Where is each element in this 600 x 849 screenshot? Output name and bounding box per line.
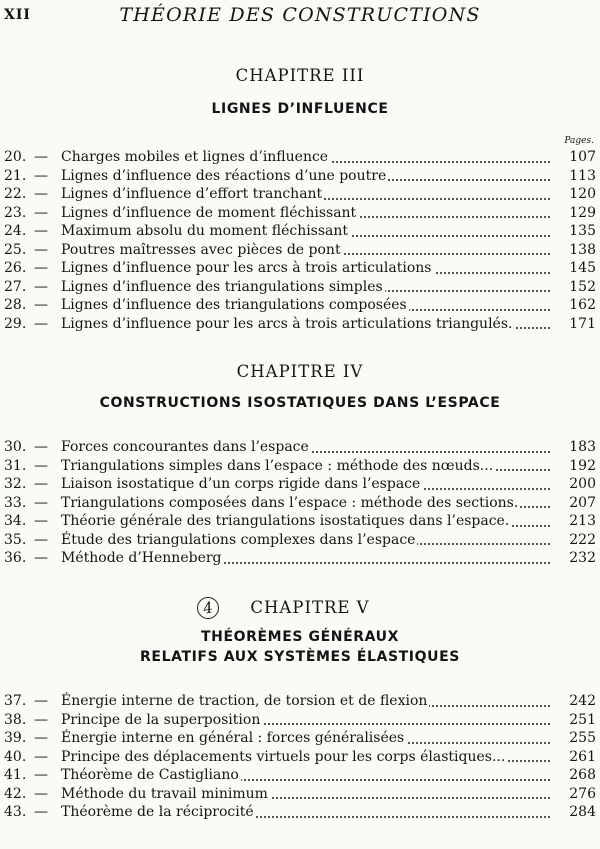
toc-entry [0,241,600,260]
entry-page: 192 [569,457,596,474]
entry-page: 162 [569,297,596,313]
toc-entry [0,512,600,531]
toc-entry [0,278,600,297]
entry-title: Maximum absolu du moment fléchissant [61,223,349,239]
entry-page: 232 [569,550,596,566]
entry-number: 23. [4,204,27,221]
toc-entry [0,692,600,711]
entry-title-leader [61,766,550,785]
chapter-title-line-2: RELATIFS AUX SYSTÈMES ÉLASTIQUES [140,649,460,665]
entry-title-leader [61,692,550,711]
entry-number: 28. [4,297,27,313]
page-number: XII [4,7,31,23]
entry-dash: — [34,439,48,455]
handwritten-circled-mark: 4 [195,595,220,620]
chapter-label: CHAPITRE III [235,66,365,85]
entry-page: 171 [569,315,596,332]
entry-title: Méthode du travail minimum [61,785,268,802]
entry-number: 25. [4,241,27,258]
entry-title: Liaison isostatique d’un corps rigide dans l’espace [61,476,421,492]
toc-entry [0,785,600,804]
entry-number: 42. [4,785,27,802]
toc-entry [0,475,600,494]
page-header [0,4,600,30]
entry-page: 129 [569,204,596,221]
entry-number: 24. [4,223,27,239]
entry-number: 35. [4,531,27,548]
toc-entry [0,711,600,730]
chapter-title: CONSTRUCTIONS ISOSTATIQUES DANS L’ESPACE [99,395,501,411]
entry-title: Lignes d’influence d’effort tranchant [61,186,323,202]
entry-title: Principe des déplacements virtuels pour les corps élastiques... [61,748,506,765]
entry-title-leader [61,315,550,334]
entry-page: 152 [569,278,596,295]
entry-number: 34. [4,513,27,529]
entry-page: 276 [569,785,596,802]
entry-title: Énergie interne en général : forces généralisées [61,730,405,746]
entry-title: Charges mobiles et lignes d’influence [61,149,329,165]
toc-entry [0,222,600,241]
toc-entry [0,766,600,785]
toc-entry [0,315,600,334]
entry-dash: — [34,149,48,165]
entry-dash: — [34,550,48,566]
entry-title: Poutres maîtresses avec pièces de pont [61,241,341,258]
toc-entry [0,438,600,457]
entry-number: 21. [4,167,27,184]
entry-title: Étude des triangulations complexes dans l’espace [61,531,416,548]
entry-number: 36. [4,550,27,566]
toc-entry [0,748,600,767]
entry-title: Lignes d’influence pour les arcs à trois articulations [61,260,432,276]
entry-number: 41. [4,767,27,783]
entry-title: Méthode d’Henneberg [61,550,222,566]
chapter-title-line-1: THÉORÈMES GÉNÉRAUX [200,629,399,645]
entry-title-leader [61,729,550,748]
entry-page: 145 [569,260,596,276]
entry-title-leader [61,148,550,167]
entry-number: 37. [4,693,27,709]
toc-entry [0,259,600,278]
entry-title-leader [61,167,550,186]
entry-page: 284 [569,804,596,820]
entry-title-leader [61,457,550,476]
chapter-4-entries [0,438,600,568]
chapter-3-heading [0,66,600,119]
entry-number: 27. [4,278,27,295]
entry-number: 22. [4,186,27,202]
entry-page: 268 [569,767,596,783]
entry-number: 20. [4,149,27,165]
chapter-label: CHAPITRE V [250,598,370,617]
entry-dash: — [34,730,48,746]
entry-title-leader [61,438,550,457]
chapter-title: LIGNES D’INFLUENCE [211,101,389,117]
toc-entry [0,148,600,167]
entry-dash: — [34,186,48,202]
entry-dash: — [34,494,48,511]
entry-title-leader [61,185,550,204]
entry-page: 213 [569,513,596,529]
entry-dash: — [34,785,48,802]
entry-title: Lignes d’influence pour les arcs à trois articulations triangulés. [61,315,513,332]
entry-page: 120 [569,186,596,202]
entry-dash: — [34,260,48,276]
entry-title: Lignes d’influence des triangulations composées [61,297,407,313]
toc-entry [0,494,600,513]
chapter-3-entries [0,148,600,333]
chapter-5-heading [0,598,600,667]
entry-title-leader [61,494,550,513]
entry-page: 251 [569,711,596,728]
entry-page: 113 [569,167,596,184]
entry-number: 31. [4,457,27,474]
entry-dash: — [34,513,48,529]
entry-number: 26. [4,260,27,276]
entry-page: 261 [569,748,596,765]
entry-number: 43. [4,804,27,820]
entry-page: 138 [569,241,596,258]
toc-entry [0,185,600,204]
entry-dash: — [34,278,48,295]
entry-page: 200 [569,476,596,492]
entry-title-leader [61,803,550,822]
entry-title-leader [61,475,550,494]
entry-page: 107 [569,149,596,165]
entry-title-leader [61,222,550,241]
entry-number: 29. [4,315,27,332]
entry-page: 183 [569,439,596,455]
entry-page: 255 [569,730,596,746]
entry-page: 242 [569,693,596,709]
entry-title-leader [61,748,550,767]
chapter-5-entries [0,692,600,822]
entry-title-leader [61,711,550,730]
entry-page: 135 [569,223,596,239]
entry-page: 222 [569,531,596,548]
entry-dash: — [34,204,48,221]
entry-title: Forces concourantes dans l’espace [61,439,309,455]
entry-number: 32. [4,476,27,492]
entry-dash: — [34,711,48,728]
running-title: THÉORIE DES CONSTRUCTIONS [119,4,481,26]
entry-title-leader [61,785,550,804]
entry-title: Lignes d’influence des réactions d’une poutre [61,167,387,184]
entry-number: 30. [4,439,27,455]
entry-title-leader [61,549,550,568]
pages-column-header: Pages. [564,136,594,146]
entry-dash: — [34,223,48,239]
entry-title-leader [61,278,550,297]
toc-entry [0,204,600,223]
entry-page: 207 [569,494,596,511]
entry-title-leader [61,296,550,315]
entry-number: 38. [4,711,27,728]
entry-title: Triangulations composées dans l’espace : méthode des sections. [61,494,519,511]
entry-title: Énergie interne de traction, de torsion et de flexion [61,693,428,709]
entry-dash: — [34,531,48,548]
entry-title: Théorème de la réciprocité [61,804,254,820]
entry-title: Lignes d’influence de moment fléchissant [61,204,357,221]
toc-entry [0,549,600,568]
entry-title-leader [61,204,550,223]
entry-dash: — [34,297,48,313]
entry-title-leader [61,531,550,550]
entry-dash: — [34,748,48,765]
entry-dash: — [34,693,48,709]
entry-title-leader [61,241,550,260]
entry-dash: — [34,457,48,474]
entry-dash: — [34,476,48,492]
chapter-label: CHAPITRE IV [236,362,364,381]
entry-title-leader [61,512,550,531]
toc-entry [0,167,600,186]
entry-title: Triangulations simples dans l’espace : méthode des nœuds... [61,457,494,474]
toc-entry [0,296,600,315]
toc-entry [0,803,600,822]
entry-title: Lignes d’influence des triangulations simples [61,278,383,295]
entry-dash: — [34,167,48,184]
entry-title-leader [61,259,550,278]
entry-dash: — [34,767,48,783]
entry-dash: — [34,315,48,332]
toc-entry [0,729,600,748]
toc-entry [0,531,600,550]
entry-number: 40. [4,748,27,765]
toc-entry [0,457,600,476]
entry-title: Théorème de Castigliano [61,767,239,783]
entry-number: 33. [4,494,27,511]
entry-title: Théorie générale des triangulations isostatiques dans l’espace. [61,513,510,529]
entry-number: 39. [4,730,27,746]
entry-dash: — [34,804,48,820]
entry-title: Principe de la superposition [61,711,261,728]
entry-dash: — [34,241,48,258]
chapter-4-heading [0,362,600,413]
